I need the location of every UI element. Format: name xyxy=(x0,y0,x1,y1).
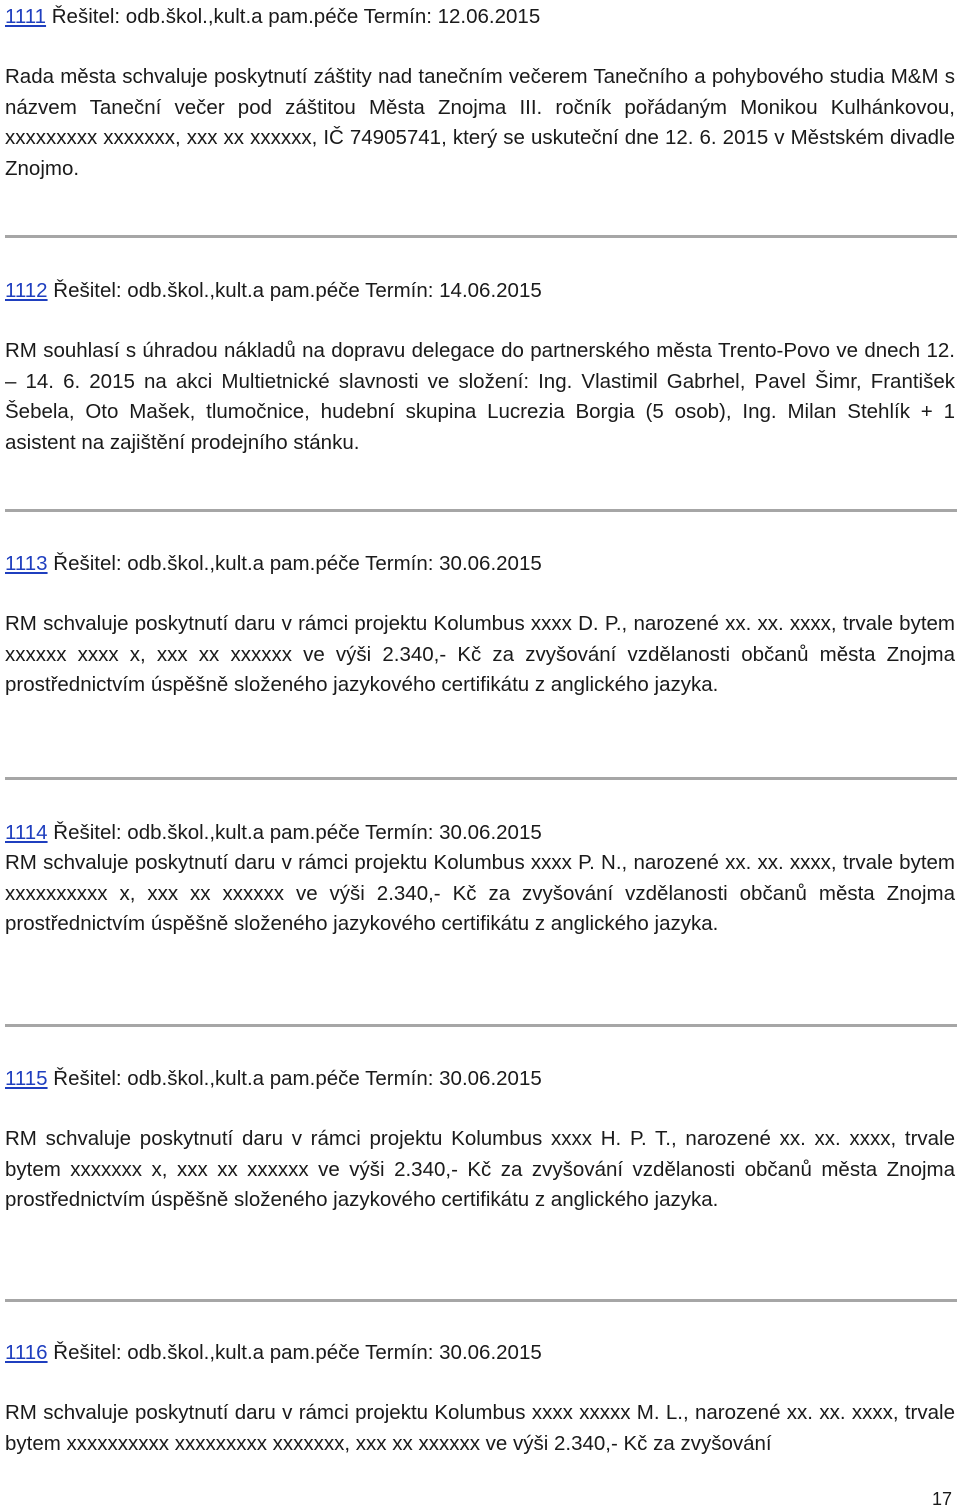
resolution-number-link[interactable]: 1112 xyxy=(5,279,48,302)
section-divider xyxy=(5,509,957,512)
entry-assignee-deadline: Řešitel: odb.škol.,kult.a pam.péče Termín: 14.06.2015 xyxy=(47,279,542,302)
entry-header xyxy=(5,1338,955,1368)
section-divider xyxy=(5,1024,957,1027)
section-divider xyxy=(5,235,957,238)
entry-body: RM schvaluje poskytnutí daru v rámci projektu Kolumbus xxxx D. P., narozené xx. xx. xxxx, trvale bytem xxxxxx xxxx x, xxx xx xxxxxx ve výši 2.340,- Kč za zvyšování vzdělanosti občanů města Znojma prostřednictvím úspěšně složeného jazykového certifikátu z anglického jazyka. xyxy=(5,612,955,697)
entry-assignee-deadline: Řešitel: odb.škol.,kult.a pam.péče Termín: 30.06.2015 xyxy=(47,1341,542,1364)
entry-body: RM schvaluje poskytnutí daru v rámci projektu Kolumbus xxxx H. P. T., narozené xx. xx. xxxx, trvale bytem xxxxxxx x, xxx xx xxxxxx ve výši 2.340,- Kč za zvyšování vzdělanosti občanů města Znojma prostřednictvím úspěšně složeného jazykového certifikátu z anglického jazyka. xyxy=(5,1127,955,1212)
entry-assignee-deadline: Řešitel: odb.škol.,kult.a pam.péče Termín: 30.06.2015 xyxy=(47,552,542,575)
section-divider xyxy=(5,777,957,780)
resolution-entry-1114 xyxy=(5,818,955,940)
entry-body: RM schvaluje poskytnutí daru v rámci projektu Kolumbus xxxx xxxxx M. L., narozené xx. xx. xxxx, trvale bytem xxxxxxxxxx xxxxxxxxx xxxxxxx, xxx xx xxxxxx ve výši 2.340,- Kč za zvyšování xyxy=(5,1401,955,1455)
entry-header xyxy=(5,1064,955,1094)
resolution-number-link[interactable]: 1115 xyxy=(5,1067,48,1090)
resolution-entry-1111 xyxy=(5,2,955,184)
entry-assignee-deadline: Řešitel: odb.škol.,kult.a pam.péče Termín: 12.06.2015 xyxy=(46,5,541,28)
entry-header xyxy=(5,276,955,306)
entry-assignee-deadline: Řešitel: odb.škol.,kult.a pam.péče Termín: 30.06.2015 xyxy=(47,821,542,844)
resolution-entry-1116 xyxy=(5,1338,955,1459)
resolution-number-link[interactable]: 1113 xyxy=(5,552,48,575)
entry-header xyxy=(5,818,955,848)
section-divider xyxy=(5,1299,957,1302)
entry-body: RM souhlasí s úhradou nákladů na dopravu delegace do partnerského města Trento-Povo ve dnech 12. – 14. 6. 2015 na akci Multietnické slavnosti ve složení: Ing. Vlastimil Gabrhel, Pavel Šimr, František Šebela, Oto Mašek, tlumočnice, hudební skupina Lucrezia Borgia (5 osob), Ing. Milan Stehlík + 1 asistent na zajištění prodejního stánku. xyxy=(5,339,955,454)
page-number: 17 xyxy=(931,1489,952,1509)
resolution-entry-1113 xyxy=(5,549,955,701)
entry-body: Rada města schvaluje poskytnutí záštity nad tanečním večerem Tanečního a pohybového studia M&M s názvem Taneční večer pod záštitou Města Znojma III. ročník pořádaným Monikou Kulhánkovou, xxxxxxxxx xxxxxxx, xxx xx xxxxxx, IČ 74905741, který se uskuteční dne 12. 6. 2015 v Městském divadle Znojmo. xyxy=(5,65,955,180)
entry-header xyxy=(5,2,955,32)
entry-body: RM schvaluje poskytnutí daru v rámci projektu Kolumbus xxxx P. N., narozené xx. xx. xxxx, trvale bytem xxxxxxxxxx x, xxx xx xxxxxx ve výši 2.340,- Kč za zvyšování vzdělanosti občanů města Znojma prostřednictvím úspěšně složeného jazykového certifikátu z anglického jazyka. xyxy=(5,851,955,936)
resolution-number-link[interactable]: 1116 xyxy=(5,1341,48,1364)
resolution-entry-1115 xyxy=(5,1064,955,1216)
entry-assignee-deadline: Řešitel: odb.škol.,kult.a pam.péče Termín: 30.06.2015 xyxy=(47,1067,542,1090)
resolution-number-link[interactable]: 1114 xyxy=(5,821,48,844)
resolution-number-link[interactable]: 1111 xyxy=(5,5,47,28)
resolution-entry-1112 xyxy=(5,276,955,458)
entry-header xyxy=(5,549,955,579)
